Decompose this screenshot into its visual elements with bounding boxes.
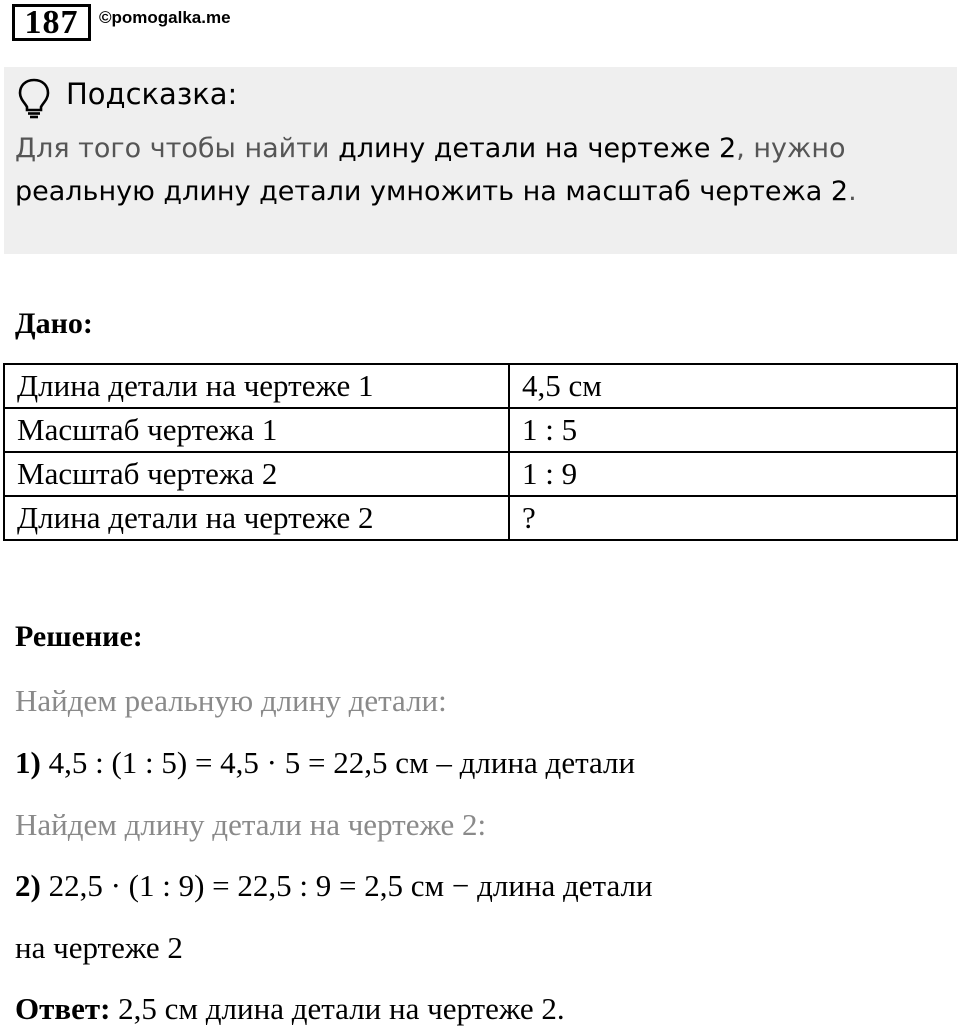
given-label: Масштаб чертежа 2 — [4, 452, 509, 496]
hint-text-part: Для того чтобы найти — [15, 133, 339, 164]
step2-note: Найдем длину детали на чертеже 2: — [15, 807, 487, 842]
step2-number: 2) — [15, 868, 41, 903]
given-value: 4,5 см — [509, 364, 957, 408]
given-table — [3, 363, 958, 541]
step1-line — [15, 745, 635, 781]
hint-emphasis: длину детали на чертеже 2 — [338, 133, 737, 164]
lightbulb-icon — [16, 77, 52, 119]
hint-text-part: . — [848, 176, 857, 207]
hint-title: Подсказка: — [66, 77, 238, 111]
step2-text: 22,5 · (1 : 9) = 22,5 : 9 = 2,5 см − длина детали — [48, 868, 653, 903]
given-label: Длина детали на чертеже 1 — [4, 364, 509, 408]
table-row — [4, 408, 957, 452]
given-value: 1 : 5 — [509, 408, 957, 452]
problem-number: 187 — [12, 4, 91, 41]
answer-label: Ответ: — [15, 991, 111, 1026]
given-label: Длина детали на чертеже 2 — [4, 496, 509, 540]
step2-continuation: на чертеже 2 — [15, 930, 183, 965]
given-value: ? — [509, 496, 957, 540]
step2-line — [15, 868, 653, 904]
hint-text-part: , нужно — [736, 133, 846, 164]
hint-emphasis: реальную длину детали умножить на масштаб чертежа 2 — [15, 176, 849, 207]
site-watermark: ©pomogalka.me — [99, 8, 231, 27]
step1-text: 4,5 : (1 : 5) = 4,5 · 5 = 22,5 см – длина детали — [48, 745, 636, 780]
hint-text — [15, 127, 945, 213]
table-row — [4, 452, 957, 496]
solution-title: Решение: — [15, 620, 143, 653]
answer-line — [15, 991, 565, 1027]
step1-note: Найдем реальную длину детали: — [15, 683, 447, 718]
given-label: Масштаб чертежа 1 — [4, 408, 509, 452]
given-value: 1 : 9 — [509, 452, 957, 496]
answer-text: 2,5 см длина детали на чертеже 2. — [118, 991, 565, 1026]
table-row — [4, 496, 957, 540]
hint-box — [4, 67, 957, 254]
step1-number: 1) — [15, 745, 41, 780]
given-title: Дано: — [15, 307, 93, 340]
table-row — [4, 364, 957, 408]
